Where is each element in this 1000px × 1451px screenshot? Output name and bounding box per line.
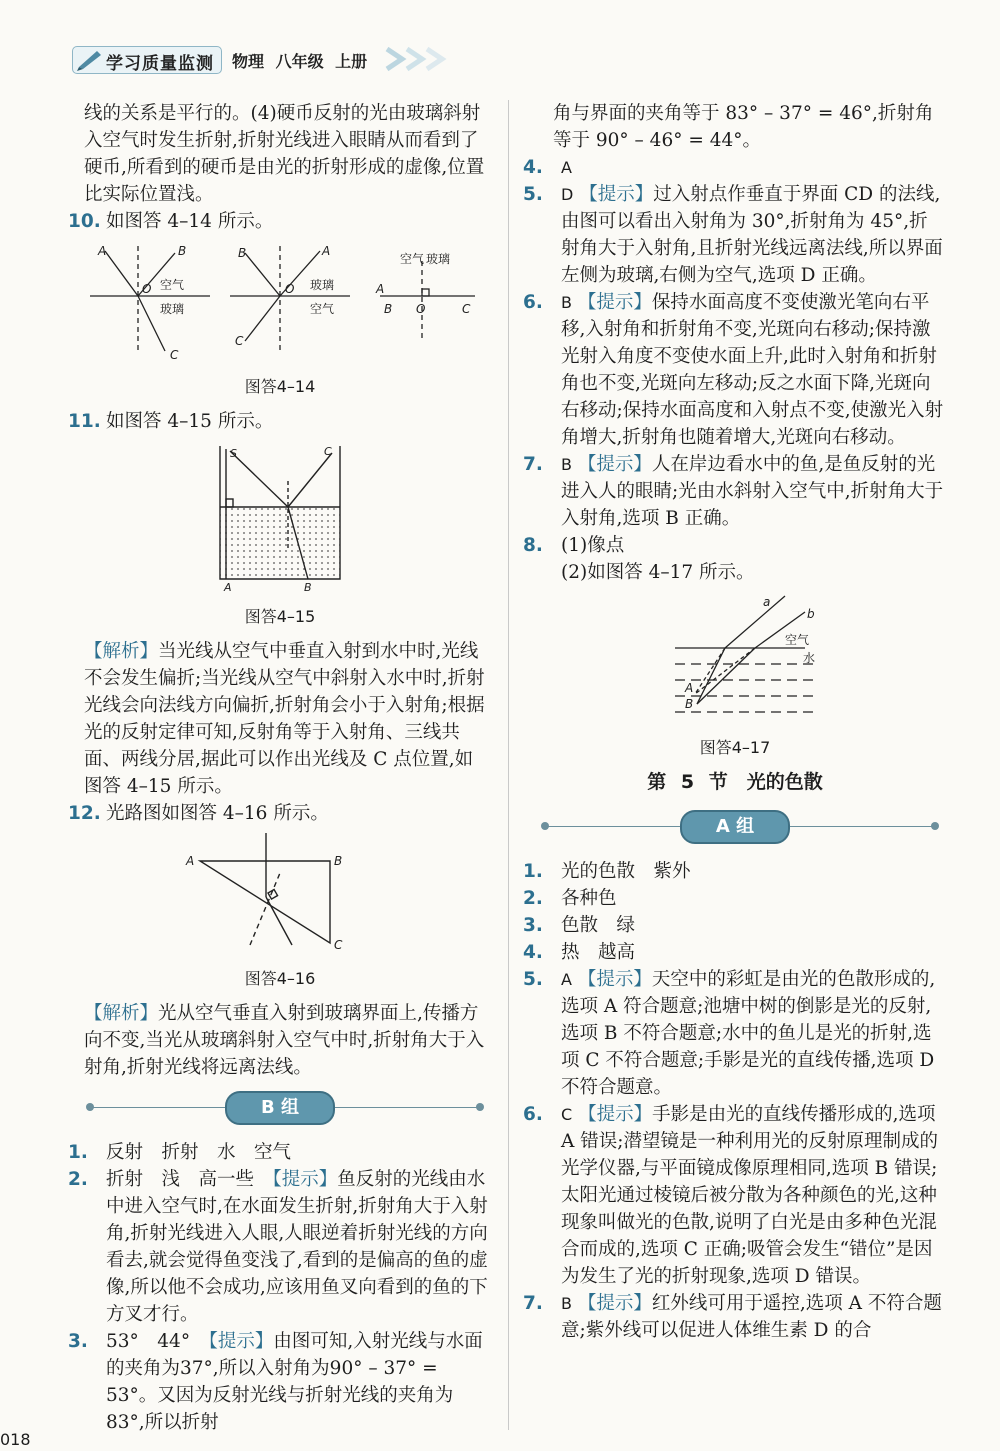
label-A: A <box>685 681 694 695</box>
b-question-1 <box>70 1139 490 1166</box>
label-a3: A <box>376 282 385 296</box>
group-b-heading <box>70 1087 490 1129</box>
chevron-decoration-icon <box>382 44 502 74</box>
question-number: 2. <box>523 888 543 909</box>
label-c3: C <box>462 302 471 316</box>
label-c: C <box>170 348 179 361</box>
label-b: B <box>334 854 343 868</box>
label-o: O <box>142 282 152 296</box>
answer-choice: C <box>561 1105 573 1124</box>
header-series: 学习质量监测 <box>106 54 214 74</box>
hint-text: 鱼反射的光线由水中进入空气时,在水面发生折射,折射角大于入射角,折射光线进入人眼,人眼逆着折射光线的方向看去,就会觉得鱼变浅了,看到的是偏高的鱼的虚像,所以他不会成功,应该用鱼叉向看到的鱼的下方叉才行。 <box>106 1169 488 1325</box>
label-b: B <box>304 581 312 591</box>
page-number: 018 <box>0 1430 31 1449</box>
a-question-2 <box>525 885 945 912</box>
hint-text: 由图可知,入射光线与水面的夹角为37°,所以入射角为90° – 37° = 53°。又因为反射光线与折射光线的夹角为83°,所以折射 <box>106 1331 483 1433</box>
question-number: 5. <box>523 969 543 990</box>
hint-label: 【提示】 <box>577 292 652 313</box>
label-o2: O <box>285 282 295 296</box>
question-number: 11. <box>68 411 101 432</box>
container-diagram <box>200 441 360 591</box>
answer-text: 各种色 <box>561 888 617 909</box>
question-8 <box>525 532 945 586</box>
question-number: 3. <box>68 1331 88 1352</box>
label-s: S <box>230 447 237 460</box>
a-question-3 <box>525 912 945 939</box>
answer-text: 色散 绿 <box>561 915 636 936</box>
label-b: b <box>807 607 815 621</box>
answer-text: 53° 44° <box>106 1331 209 1352</box>
question-number: 8. <box>523 535 543 556</box>
label-glass2: 玻璃 <box>310 278 335 292</box>
label-b3: B <box>384 302 393 316</box>
hint-label: 【提示】 <box>577 1293 652 1314</box>
question-11 <box>70 408 490 435</box>
column-divider <box>508 100 509 1430</box>
explanation-11 <box>70 638 490 800</box>
label-glass3: 玻璃 <box>426 252 451 266</box>
page-header <box>72 40 492 80</box>
question-number: 1. <box>523 861 543 882</box>
water-refraction-diagram <box>635 592 835 722</box>
label-glass: 玻璃 <box>160 302 185 316</box>
question-number: 5. <box>523 184 543 205</box>
question-5 <box>525 181 945 289</box>
answer-text: 反射 折射 水 空气 <box>106 1142 292 1163</box>
left-column <box>70 100 490 1436</box>
label-a: A <box>186 854 195 868</box>
question-12 <box>70 800 490 827</box>
figure-caption: 图答4–16 <box>244 969 316 988</box>
rule-dot <box>931 822 939 830</box>
question-number: 3. <box>523 915 543 936</box>
hint-label: 【提示】 <box>577 969 652 990</box>
label-B: B <box>685 697 694 711</box>
a-question-6 <box>525 1101 945 1290</box>
answer-choice: B <box>561 1294 572 1313</box>
rule-dot <box>86 1103 94 1111</box>
answer-choice: A <box>561 970 572 989</box>
label-air: 空气 <box>160 278 185 292</box>
label-a2: A <box>322 244 331 258</box>
answer-text: 热 越高 <box>561 942 636 963</box>
group-label: A 组 <box>680 810 790 844</box>
question-6 <box>525 289 945 451</box>
pen-icon <box>75 47 105 71</box>
label-c: C <box>334 938 343 952</box>
question-10 <box>70 208 490 235</box>
label-c2: C <box>235 334 244 348</box>
section-title: 第 5 节 光的色散 <box>647 771 823 793</box>
label-a: A <box>98 244 107 258</box>
label-air3: 空气 <box>400 252 425 266</box>
question-number: 1. <box>68 1142 88 1163</box>
explanation-12 <box>70 1000 490 1081</box>
label-c: C <box>324 445 332 458</box>
hint-text: 过入射点作垂直于界面 CD 的法线,由图可以看出入射角为 30°,折射角为 45°,折射角大于入射角,且折射光线远离法线,所以界面左侧为玻璃,右侧为空气,选项 D 正确。 <box>561 184 943 286</box>
question-number: 6. <box>523 292 543 313</box>
group-label: B 组 <box>225 1091 335 1125</box>
refraction-diagrams <box>80 241 480 361</box>
hint-text: 手影是由光的直线传播形成的,选项 A 错误;潜望镜是一种利用光的反射原理制成的光学仪器,与平面镜成像原理相同,选项 B 错误;太阳光通过棱镜后被分散为各种颜色的光,这种现象叫做光的色散,说明了白光是由多种色光混合而成的,选项 C 正确;吸管会发生“错位”是因为发生了光的折射现象,选项 D 错误。 <box>561 1104 938 1287</box>
header-meta: 物理 八年级 上册 <box>232 52 368 71</box>
answer-text: 光的色散 紫外 <box>561 861 691 882</box>
prism-diagram <box>180 833 380 953</box>
figure-caption: 图答4–14 <box>244 377 316 396</box>
label-b: B <box>178 244 187 258</box>
group-a-heading <box>525 806 945 848</box>
figure-4-14 <box>70 241 490 369</box>
answer-choice: B <box>561 293 572 312</box>
label-o3: O <box>416 302 426 316</box>
question-number: 6. <box>523 1104 543 1125</box>
question-number: 12. <box>68 803 101 824</box>
hint-text: 人在岸边看水中的鱼,是鱼反射的光进入人的眼睛;光由水斜射入空气中,折射角大于入射角,选项 B 正确。 <box>561 454 944 529</box>
label-a: A <box>224 581 232 591</box>
hint-label: 【提示】 <box>577 454 652 475</box>
question-number: 7. <box>523 1293 543 1314</box>
figure-4-15 <box>70 441 490 599</box>
analysis-label: 【解析】 <box>84 1003 159 1024</box>
label-air2: 空气 <box>310 302 335 316</box>
question-text: 如图答 4–14 所示。 <box>106 211 274 232</box>
question-number: 7. <box>523 454 543 475</box>
intro-text: 线的关系是平行的。(4)硬币反射的光由玻璃斜射入空气时发生折射,折射光线进入眼睛从而看到了硬币,所看到的硬币是由光的折射形成的虚像,位置比实际位置浅。 <box>84 103 485 205</box>
hint-text: 天空中的彩虹是由光的色散形成的,选项 A 符合题意;池塘中树的倒影是光的反射,选项 B 不符合题意;水中的鱼儿是光的折射,选项 C 不符合题意;手影是光的直线传播,选项 D 不符合题意。 <box>561 969 936 1098</box>
question-number: 4. <box>523 157 543 178</box>
b-question-3 <box>70 1328 490 1436</box>
a-question-4 <box>525 939 945 966</box>
answer-choice: A <box>561 158 572 177</box>
continued-text: 角与界面的夹角等于 83° – 37° = 46°,折射角等于 90° – 46° = 44°。 <box>553 103 934 151</box>
label-water: 水 <box>803 651 816 665</box>
hint-label: 【提示】 <box>578 1104 653 1125</box>
hint-text: 保持水面高度不变使激光笔向右平移,入射角和折射角不变,光斑向右移动;保持激光射入角度不变使水面上升,此时入射角和折射角也不变,光斑向左移动;反之水面下降,光斑向右移动;保持水面高度和入射点不变,使激光入射角增大,折射角也随着增大,光斑向右移动。 <box>561 292 944 448</box>
right-column <box>525 100 945 1344</box>
question-text: 光路图如图答 4–16 所示。 <box>106 803 329 824</box>
question-number: 2. <box>68 1169 88 1190</box>
rule-dot <box>476 1103 484 1111</box>
question-7 <box>525 451 945 532</box>
figure-caption: 图答4–15 <box>244 607 316 626</box>
figure-4-17 <box>525 592 945 730</box>
hint-label: 【提示】 <box>272 1169 338 1190</box>
label-air: 空气 <box>785 633 810 647</box>
figure-4-16 <box>70 833 490 961</box>
answer-text: (2)如图答 4–17 所示。 <box>561 562 755 583</box>
explanation-text: 当光线从空气中垂直入射到水中时,光线不会发生偏折;当光线从空气中斜射入水中时,折射光线会向法线方向偏折,折射角会小于入射角;根据光的反射定律可知,反射角等于入射角、三线共面、两线分居,据此可以作出光线及 C 点位置,如图答 4–15 所示。 <box>84 641 485 797</box>
answer-text: 折射 浅 高一些 <box>106 1169 273 1190</box>
answer-choice: B <box>561 455 572 474</box>
a-question-5 <box>525 966 945 1101</box>
label-b2: B <box>238 246 247 260</box>
analysis-label: 【解析】 <box>84 641 159 662</box>
a-question-7 <box>525 1290 945 1344</box>
hint-label: 【提示】 <box>208 1331 274 1352</box>
question-number: 4. <box>523 942 543 963</box>
explanation-text: 光从空气垂直入射到玻璃界面上,传播方向不变,当光从玻璃斜射入空气中时,折射角大于入射角,折射光线将远离法线。 <box>84 1003 485 1078</box>
label-a: a <box>763 595 771 609</box>
hint-label: 【提示】 <box>579 184 654 205</box>
question-number: 10. <box>68 211 101 232</box>
question-text: 如图答 4–15 所示。 <box>106 411 274 432</box>
a-question-1 <box>525 858 945 885</box>
hint-text: 红外线可用于遥控,选项 A 不符合题意;紫外线可以促进人体维生素 D 的合 <box>561 1293 942 1341</box>
rule-dot <box>541 822 549 830</box>
figure-caption: 图答4–17 <box>699 738 771 757</box>
question-4 <box>525 154 945 181</box>
answer-text: (1)像点 <box>561 535 625 556</box>
b-question-2 <box>70 1166 490 1328</box>
answer-choice: D <box>561 185 574 204</box>
